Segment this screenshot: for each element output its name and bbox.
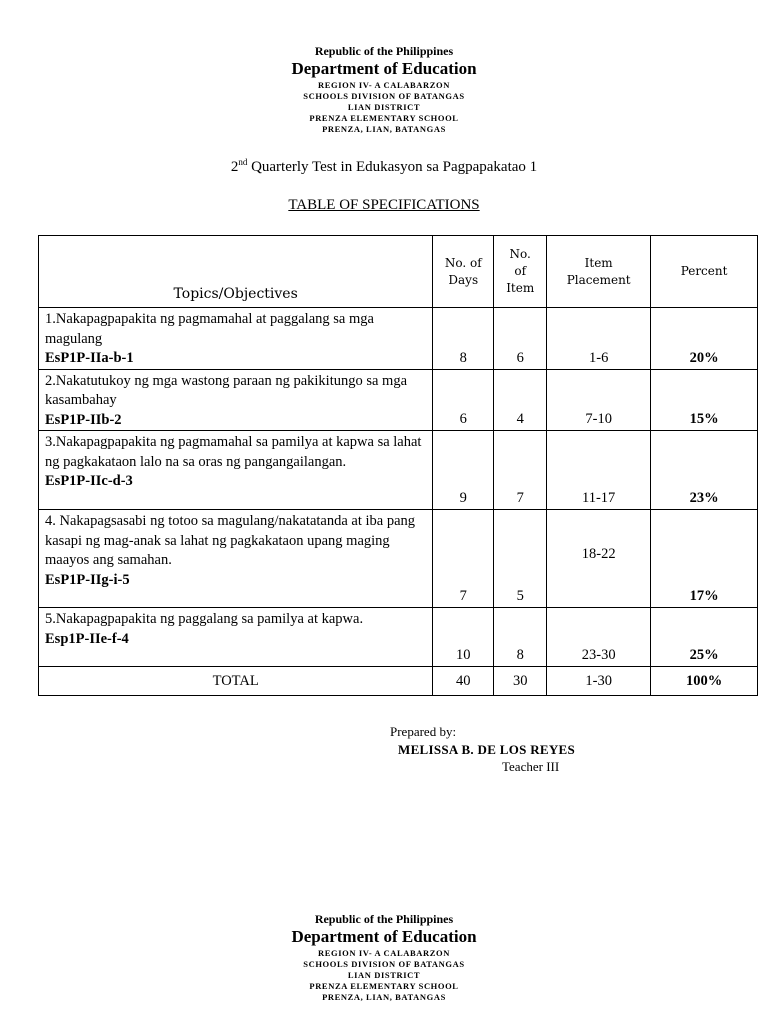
table-row bbox=[39, 431, 758, 510]
prepared-by-label: Prepared by: bbox=[390, 724, 457, 739]
objective-text: 4. Nakapagsasabi ng totoo sa magulang/nakatatanda at iba pang kasapi ng mag-anak sa lahat ng pagkakataon upang maging maayos ang samahan. bbox=[45, 513, 416, 568]
objective-cell bbox=[39, 308, 433, 370]
table-row bbox=[39, 510, 758, 608]
percent-cell: 17% bbox=[651, 510, 758, 608]
total-days: 40 bbox=[433, 667, 494, 696]
preparer-name: MELISSA B. DE LOS REYES bbox=[398, 742, 576, 757]
days-cell: 10 bbox=[433, 608, 494, 667]
address-line: PRENZA, LIAN, BATANGAS bbox=[322, 124, 446, 134]
republic-line: Republic of the Philippines bbox=[314, 912, 454, 926]
address-line: PRENZA, LIAN, BATANGAS bbox=[322, 992, 446, 1002]
percent-cell: 20% bbox=[651, 308, 758, 370]
col-days: No. of Days bbox=[433, 236, 494, 308]
division-line: SCHOOLS DIVISION OF BATANGAS bbox=[303, 959, 465, 969]
total-placement: 1-30 bbox=[547, 667, 651, 696]
total-items: 30 bbox=[494, 667, 547, 696]
prepared-by-block bbox=[390, 724, 575, 775]
letterhead-bottom bbox=[0, 912, 768, 1003]
objective-cell bbox=[39, 369, 433, 431]
percent-cell: 15% bbox=[651, 369, 758, 431]
days-cell: 9 bbox=[433, 431, 494, 510]
objective-text: 2.Nakatutukoy ng mga wastong paraan ng pakikitungo sa mga kasambahay bbox=[45, 372, 408, 408]
items-cell: 6 bbox=[494, 308, 547, 370]
preparer-position: Teacher III bbox=[502, 759, 560, 774]
total-row bbox=[39, 667, 758, 696]
objective-cell bbox=[39, 510, 433, 608]
placement-cell: 11-17 bbox=[547, 431, 651, 510]
competency-code: Esp1P-IIe-f-4 bbox=[45, 630, 129, 647]
title-ordinal: 2 bbox=[230, 159, 239, 175]
total-percent: 100% bbox=[651, 667, 758, 696]
competency-code: EsP1P-IIb-2 bbox=[45, 411, 122, 428]
placement-cell: 23-30 bbox=[547, 608, 651, 667]
items-cell: 7 bbox=[494, 431, 547, 510]
items-cell: 5 bbox=[494, 510, 547, 608]
title-ordinal-suffix: nd bbox=[238, 157, 248, 167]
days-cell: 6 bbox=[433, 369, 494, 431]
days-cell: 8 bbox=[433, 308, 494, 370]
specifications-table bbox=[38, 235, 758, 696]
division-line: SCHOOLS DIVISION OF BATANGAS bbox=[303, 91, 465, 101]
school-line: PRENZA ELEMENTARY SCHOOL bbox=[309, 981, 459, 991]
total-label: TOTAL bbox=[39, 667, 433, 696]
competency-code: EsP1P-IIc-d-3 bbox=[45, 473, 133, 489]
placement-cell: 18-22 bbox=[547, 510, 651, 608]
region-line: REGION IV- A CALABARZON bbox=[318, 80, 450, 90]
col-items: No. of Item bbox=[494, 236, 547, 308]
objective-text: 5.Nakapagpapakita ng paggalang sa pamilya at kapwa. bbox=[45, 611, 364, 627]
test-title bbox=[0, 157, 768, 176]
objective-text: 1.Nakapagpapakita ng pagmamahal at paggalang sa mga magulang bbox=[45, 311, 374, 347]
school-line: PRENZA ELEMENTARY SCHOOL bbox=[309, 113, 459, 123]
title-text: Quarterly Test in Edukasyon sa Pagpapakatao 1 bbox=[247, 159, 538, 175]
republic-line: Republic of the Philippines bbox=[314, 44, 454, 58]
table-row bbox=[39, 369, 758, 431]
department-line: Department of Education bbox=[291, 927, 477, 946]
percent-cell: 23% bbox=[651, 431, 758, 510]
col-topics: Topics/Objectives bbox=[39, 236, 433, 308]
district-line: LIAN DISTRICT bbox=[347, 970, 421, 980]
region-line: REGION IV- A CALABARZON bbox=[318, 948, 450, 958]
placement-cell: 1-6 bbox=[547, 308, 651, 370]
objective-cell bbox=[39, 608, 433, 667]
col-placement: Item Placement bbox=[547, 236, 651, 308]
objective-text: 3.Nakapagpapakita ng pagmamahal sa pamilya at kapwa sa lahat ng pagkakataon lalo na sa oras ng pangangailangan. bbox=[45, 434, 422, 470]
table-row bbox=[39, 308, 758, 370]
department-line: Department of Education bbox=[291, 59, 477, 78]
percent-cell: 25% bbox=[651, 608, 758, 667]
objective-cell bbox=[39, 431, 433, 510]
district-line: LIAN DISTRICT bbox=[347, 102, 421, 112]
competency-code: EsP1P-IIa-b-1 bbox=[45, 350, 134, 366]
letterhead-top bbox=[0, 44, 768, 135]
table-header-row bbox=[39, 236, 758, 308]
items-cell: 8 bbox=[494, 608, 547, 667]
competency-code: EsP1P-IIg-i-5 bbox=[45, 571, 130, 588]
placement-cell: 7-10 bbox=[547, 369, 651, 431]
table-subtitle: TABLE OF SPECIFICATIONS bbox=[288, 197, 480, 213]
table-row bbox=[39, 608, 758, 667]
days-cell: 7 bbox=[433, 510, 494, 608]
items-cell: 4 bbox=[494, 369, 547, 431]
col-percent: Percent bbox=[651, 236, 758, 308]
